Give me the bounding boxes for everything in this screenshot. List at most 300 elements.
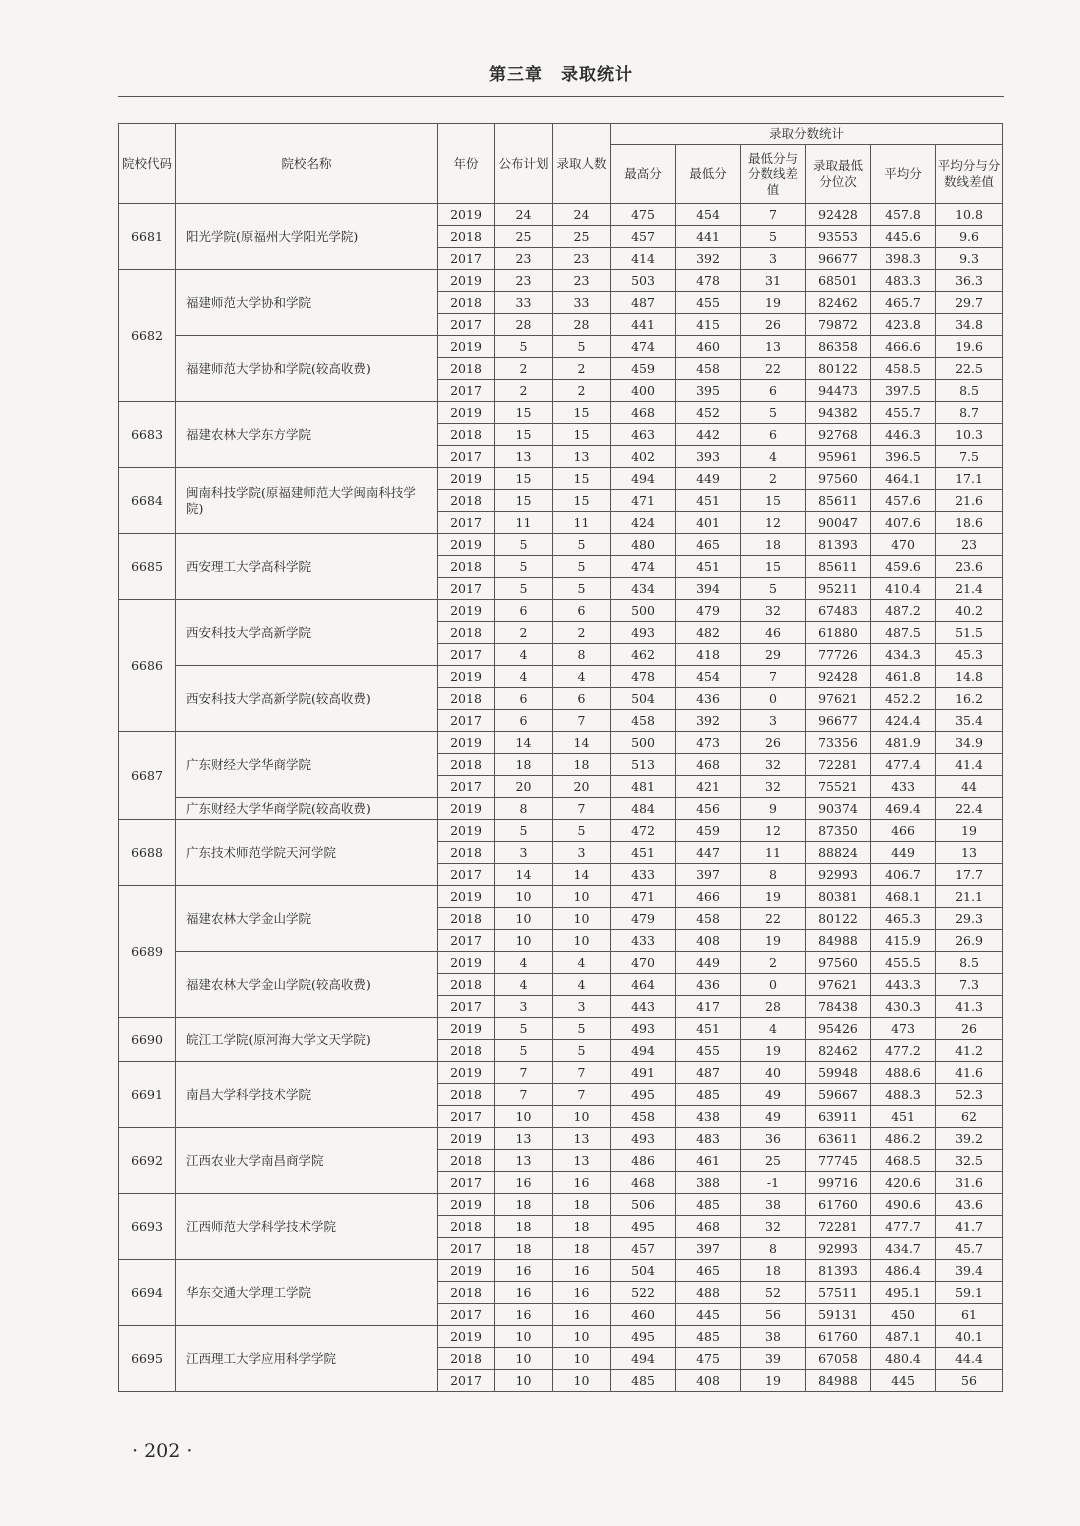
min-diff-cell: 19 bbox=[741, 1370, 806, 1392]
min-diff-cell: 11 bbox=[741, 842, 806, 864]
avg-score-cell: 433 bbox=[871, 776, 936, 798]
avg-diff-cell: 31.6 bbox=[936, 1172, 1003, 1194]
school-name: 广东技术师范学院天河学院 bbox=[176, 820, 438, 886]
avg-score-cell: 468.1 bbox=[871, 886, 936, 908]
avg-score-cell: 410.4 bbox=[871, 578, 936, 600]
avg-diff-cell: 56 bbox=[936, 1370, 1003, 1392]
plan-cell: 2 bbox=[495, 622, 553, 644]
table-row bbox=[119, 1062, 1003, 1084]
table-row bbox=[119, 468, 1003, 490]
school-name: 江西师范大学科学技术学院 bbox=[176, 1194, 438, 1260]
max-score-cell: 480 bbox=[611, 534, 676, 556]
avg-diff-cell: 36.3 bbox=[936, 270, 1003, 292]
min-score-cell: 466 bbox=[676, 886, 741, 908]
min-score-cell: 460 bbox=[676, 336, 741, 358]
school-name: 江西理工大学应用科学学院 bbox=[176, 1326, 438, 1392]
avg-diff-cell: 10.3 bbox=[936, 424, 1003, 446]
avg-diff-cell: 39.4 bbox=[936, 1260, 1003, 1282]
avg-score-cell: 452.2 bbox=[871, 688, 936, 710]
min-score-cell: 465 bbox=[676, 534, 741, 556]
year-cell: 2019 bbox=[438, 1128, 495, 1150]
max-score-cell: 474 bbox=[611, 556, 676, 578]
admitted-cell: 10 bbox=[553, 1326, 611, 1348]
avg-score-cell: 398.3 bbox=[871, 248, 936, 270]
plan-cell: 18 bbox=[495, 754, 553, 776]
plan-cell: 5 bbox=[495, 820, 553, 842]
year-cell: 2019 bbox=[438, 1018, 495, 1040]
year-cell: 2017 bbox=[438, 996, 495, 1018]
plan-cell: 7 bbox=[495, 1084, 553, 1106]
year-cell: 2018 bbox=[438, 688, 495, 710]
year-cell: 2018 bbox=[438, 490, 495, 512]
year-cell: 2017 bbox=[438, 1106, 495, 1128]
avg-score-cell: 466.6 bbox=[871, 336, 936, 358]
plan-cell: 10 bbox=[495, 1348, 553, 1370]
min-rank-cell: 85611 bbox=[806, 490, 871, 512]
admitted-cell: 4 bbox=[553, 666, 611, 688]
avg-score-cell: 424.4 bbox=[871, 710, 936, 732]
max-score-cell: 513 bbox=[611, 754, 676, 776]
admitted-cell: 10 bbox=[553, 1106, 611, 1128]
plan-cell: 14 bbox=[495, 732, 553, 754]
plan-cell: 10 bbox=[495, 1370, 553, 1392]
year-cell: 2017 bbox=[438, 1172, 495, 1194]
admitted-cell: 3 bbox=[553, 996, 611, 1018]
col-header-min: 最低分 bbox=[676, 145, 741, 204]
avg-score-cell: 466 bbox=[871, 820, 936, 842]
min-diff-cell: 18 bbox=[741, 1260, 806, 1282]
admitted-cell: 8 bbox=[553, 644, 611, 666]
min-diff-cell: 7 bbox=[741, 204, 806, 226]
plan-cell: 23 bbox=[495, 270, 553, 292]
admitted-cell: 20 bbox=[553, 776, 611, 798]
plan-cell: 28 bbox=[495, 314, 553, 336]
plan-cell: 4 bbox=[495, 644, 553, 666]
avg-diff-cell: 41.6 bbox=[936, 1062, 1003, 1084]
max-score-cell: 463 bbox=[611, 424, 676, 446]
min-score-cell: 408 bbox=[676, 930, 741, 952]
plan-cell: 16 bbox=[495, 1304, 553, 1326]
max-score-cell: 414 bbox=[611, 248, 676, 270]
min-score-cell: 395 bbox=[676, 380, 741, 402]
avg-diff-cell: 14.8 bbox=[936, 666, 1003, 688]
avg-diff-cell: 52.3 bbox=[936, 1084, 1003, 1106]
year-cell: 2017 bbox=[438, 776, 495, 798]
col-header-name: 院校名称 bbox=[176, 124, 438, 204]
admitted-cell: 7 bbox=[553, 710, 611, 732]
table-row bbox=[119, 1194, 1003, 1216]
plan-cell: 4 bbox=[495, 974, 553, 996]
min-rank-cell: 68501 bbox=[806, 270, 871, 292]
min-diff-cell: 8 bbox=[741, 1238, 806, 1260]
admitted-cell: 16 bbox=[553, 1260, 611, 1282]
school-code: 6685 bbox=[119, 534, 176, 600]
admitted-cell: 14 bbox=[553, 732, 611, 754]
plan-cell: 24 bbox=[495, 204, 553, 226]
avg-score-cell: 487.2 bbox=[871, 600, 936, 622]
min-rank-cell: 61880 bbox=[806, 622, 871, 644]
admitted-cell: 33 bbox=[553, 292, 611, 314]
min-score-cell: 468 bbox=[676, 1216, 741, 1238]
admitted-cell: 2 bbox=[553, 380, 611, 402]
min-score-cell: 392 bbox=[676, 248, 741, 270]
max-score-cell: 495 bbox=[611, 1216, 676, 1238]
min-rank-cell: 78438 bbox=[806, 996, 871, 1018]
max-score-cell: 451 bbox=[611, 842, 676, 864]
min-score-cell: 415 bbox=[676, 314, 741, 336]
min-rank-cell: 88824 bbox=[806, 842, 871, 864]
max-score-cell: 500 bbox=[611, 600, 676, 622]
year-cell: 2018 bbox=[438, 622, 495, 644]
year-cell: 2019 bbox=[438, 1062, 495, 1084]
year-cell: 2019 bbox=[438, 468, 495, 490]
max-score-cell: 474 bbox=[611, 336, 676, 358]
min-score-cell: 397 bbox=[676, 864, 741, 886]
min-rank-cell: 96677 bbox=[806, 248, 871, 270]
min-score-cell: 475 bbox=[676, 1348, 741, 1370]
avg-diff-cell: 7.5 bbox=[936, 446, 1003, 468]
year-cell: 2019 bbox=[438, 270, 495, 292]
table-row bbox=[119, 336, 1003, 358]
max-score-cell: 504 bbox=[611, 688, 676, 710]
avg-score-cell: 481.9 bbox=[871, 732, 936, 754]
table-row bbox=[119, 402, 1003, 424]
school-code: 6694 bbox=[119, 1260, 176, 1326]
table-row bbox=[119, 534, 1003, 556]
plan-cell: 15 bbox=[495, 490, 553, 512]
min-rank-cell: 59667 bbox=[806, 1084, 871, 1106]
year-cell: 2017 bbox=[438, 1370, 495, 1392]
min-diff-cell: 12 bbox=[741, 820, 806, 842]
max-score-cell: 433 bbox=[611, 864, 676, 886]
max-score-cell: 491 bbox=[611, 1062, 676, 1084]
avg-diff-cell: 26.9 bbox=[936, 930, 1003, 952]
min-score-cell: 436 bbox=[676, 688, 741, 710]
min-diff-cell: 19 bbox=[741, 292, 806, 314]
avg-diff-cell: 61 bbox=[936, 1304, 1003, 1326]
max-score-cell: 522 bbox=[611, 1282, 676, 1304]
min-diff-cell: 4 bbox=[741, 446, 806, 468]
year-cell: 2018 bbox=[438, 1084, 495, 1106]
avg-score-cell: 461.8 bbox=[871, 666, 936, 688]
plan-cell: 14 bbox=[495, 864, 553, 886]
min-diff-cell: 36 bbox=[741, 1128, 806, 1150]
plan-cell: 16 bbox=[495, 1282, 553, 1304]
admitted-cell: 16 bbox=[553, 1172, 611, 1194]
school-code: 6681 bbox=[119, 204, 176, 270]
school-code: 6695 bbox=[119, 1326, 176, 1392]
school-code: 6688 bbox=[119, 820, 176, 886]
plan-cell: 20 bbox=[495, 776, 553, 798]
plan-cell: 10 bbox=[495, 908, 553, 930]
max-score-cell: 468 bbox=[611, 1172, 676, 1194]
max-score-cell: 485 bbox=[611, 1370, 676, 1392]
min-rank-cell: 97560 bbox=[806, 952, 871, 974]
min-score-cell: 458 bbox=[676, 358, 741, 380]
max-score-cell: 434 bbox=[611, 578, 676, 600]
table-row bbox=[119, 820, 1003, 842]
avg-diff-cell: 34.8 bbox=[936, 314, 1003, 336]
plan-cell: 6 bbox=[495, 688, 553, 710]
min-diff-cell: 31 bbox=[741, 270, 806, 292]
admitted-cell: 10 bbox=[553, 1348, 611, 1370]
min-diff-cell: 15 bbox=[741, 490, 806, 512]
school-code: 6690 bbox=[119, 1018, 176, 1062]
avg-diff-cell: 40.1 bbox=[936, 1326, 1003, 1348]
max-score-cell: 471 bbox=[611, 886, 676, 908]
avg-diff-cell: 21.1 bbox=[936, 886, 1003, 908]
school-name: 福建农林大学东方学院 bbox=[176, 402, 438, 468]
min-score-cell: 449 bbox=[676, 468, 741, 490]
min-diff-cell: 32 bbox=[741, 600, 806, 622]
admitted-cell: 15 bbox=[553, 402, 611, 424]
avg-score-cell: 434.7 bbox=[871, 1238, 936, 1260]
avg-score-cell: 487.1 bbox=[871, 1326, 936, 1348]
min-rank-cell: 99716 bbox=[806, 1172, 871, 1194]
avg-diff-cell: 22.5 bbox=[936, 358, 1003, 380]
admitted-cell: 2 bbox=[553, 358, 611, 380]
min-diff-cell: 8 bbox=[741, 864, 806, 886]
min-score-cell: 455 bbox=[676, 1040, 741, 1062]
plan-cell: 5 bbox=[495, 534, 553, 556]
min-diff-cell: 25 bbox=[741, 1150, 806, 1172]
min-rank-cell: 97560 bbox=[806, 468, 871, 490]
avg-diff-cell: 29.3 bbox=[936, 908, 1003, 930]
admitted-cell: 5 bbox=[553, 556, 611, 578]
min-diff-cell: 38 bbox=[741, 1326, 806, 1348]
year-cell: 2019 bbox=[438, 1326, 495, 1348]
avg-score-cell: 459.6 bbox=[871, 556, 936, 578]
table-row bbox=[119, 732, 1003, 754]
min-diff-cell: 22 bbox=[741, 358, 806, 380]
avg-score-cell: 468.5 bbox=[871, 1150, 936, 1172]
min-score-cell: 455 bbox=[676, 292, 741, 314]
school-code: 6691 bbox=[119, 1062, 176, 1128]
max-score-cell: 400 bbox=[611, 380, 676, 402]
year-cell: 2018 bbox=[438, 1348, 495, 1370]
admitted-cell: 25 bbox=[553, 226, 611, 248]
school-code: 6686 bbox=[119, 600, 176, 732]
min-diff-cell: 32 bbox=[741, 754, 806, 776]
avg-diff-cell: 32.5 bbox=[936, 1150, 1003, 1172]
plan-cell: 4 bbox=[495, 666, 553, 688]
admitted-cell: 4 bbox=[553, 974, 611, 996]
min-rank-cell: 80122 bbox=[806, 908, 871, 930]
year-cell: 2018 bbox=[438, 842, 495, 864]
max-score-cell: 484 bbox=[611, 798, 676, 820]
min-rank-cell: 92768 bbox=[806, 424, 871, 446]
admitted-cell: 15 bbox=[553, 424, 611, 446]
admitted-cell: 23 bbox=[553, 248, 611, 270]
plan-cell: 15 bbox=[495, 424, 553, 446]
plan-cell: 5 bbox=[495, 1018, 553, 1040]
school-name: 西安科技大学高新学院(较高收费) bbox=[176, 666, 438, 732]
min-score-cell: 388 bbox=[676, 1172, 741, 1194]
min-rank-cell: 93553 bbox=[806, 226, 871, 248]
min-rank-cell: 92993 bbox=[806, 1238, 871, 1260]
min-rank-cell: 79872 bbox=[806, 314, 871, 336]
admitted-cell: 28 bbox=[553, 314, 611, 336]
table-row bbox=[119, 798, 1003, 820]
year-cell: 2019 bbox=[438, 336, 495, 358]
avg-diff-cell: 41.3 bbox=[936, 996, 1003, 1018]
max-score-cell: 500 bbox=[611, 732, 676, 754]
admitted-cell: 5 bbox=[553, 1040, 611, 1062]
plan-cell: 8 bbox=[495, 798, 553, 820]
col-header-min-diff: 最低分与分数线差值 bbox=[741, 145, 806, 204]
year-cell: 2018 bbox=[438, 754, 495, 776]
admitted-cell: 5 bbox=[553, 534, 611, 556]
year-cell: 2018 bbox=[438, 226, 495, 248]
avg-diff-cell: 51.5 bbox=[936, 622, 1003, 644]
admitted-cell: 5 bbox=[553, 820, 611, 842]
plan-cell: 10 bbox=[495, 886, 553, 908]
admitted-cell: 4 bbox=[553, 952, 611, 974]
min-diff-cell: 32 bbox=[741, 776, 806, 798]
year-cell: 2019 bbox=[438, 732, 495, 754]
table-row bbox=[119, 600, 1003, 622]
min-rank-cell: 80122 bbox=[806, 358, 871, 380]
school-code: 6684 bbox=[119, 468, 176, 534]
plan-cell: 16 bbox=[495, 1260, 553, 1282]
min-score-cell: 454 bbox=[676, 666, 741, 688]
min-rank-cell: 84988 bbox=[806, 930, 871, 952]
min-diff-cell: 56 bbox=[741, 1304, 806, 1326]
plan-cell: 16 bbox=[495, 1172, 553, 1194]
admitted-cell: 23 bbox=[553, 270, 611, 292]
max-score-cell: 468 bbox=[611, 402, 676, 424]
year-cell: 2018 bbox=[438, 358, 495, 380]
plan-cell: 18 bbox=[495, 1216, 553, 1238]
min-score-cell: 394 bbox=[676, 578, 741, 600]
col-header-code: 院校代码 bbox=[119, 124, 176, 204]
min-rank-cell: 95426 bbox=[806, 1018, 871, 1040]
plan-cell: 11 bbox=[495, 512, 553, 534]
max-score-cell: 458 bbox=[611, 1106, 676, 1128]
admission-stats-table bbox=[118, 123, 1003, 1392]
avg-score-cell: 445 bbox=[871, 1370, 936, 1392]
admitted-cell: 3 bbox=[553, 842, 611, 864]
plan-cell: 13 bbox=[495, 1128, 553, 1150]
admitted-cell: 11 bbox=[553, 512, 611, 534]
avg-diff-cell: 19 bbox=[936, 820, 1003, 842]
max-score-cell: 486 bbox=[611, 1150, 676, 1172]
max-score-cell: 493 bbox=[611, 1128, 676, 1150]
admitted-cell: 10 bbox=[553, 908, 611, 930]
min-diff-cell: 13 bbox=[741, 336, 806, 358]
avg-score-cell: 488.3 bbox=[871, 1084, 936, 1106]
min-rank-cell: 95961 bbox=[806, 446, 871, 468]
school-name: 江西农业大学南昌商学院 bbox=[176, 1128, 438, 1194]
table-row bbox=[119, 666, 1003, 688]
plan-cell: 3 bbox=[495, 996, 553, 1018]
admitted-cell: 15 bbox=[553, 490, 611, 512]
max-score-cell: 494 bbox=[611, 468, 676, 490]
max-score-cell: 458 bbox=[611, 710, 676, 732]
min-score-cell: 461 bbox=[676, 1150, 741, 1172]
col-header-year: 年份 bbox=[438, 124, 495, 204]
school-code: 6683 bbox=[119, 402, 176, 468]
avg-diff-cell: 44 bbox=[936, 776, 1003, 798]
min-rank-cell: 87350 bbox=[806, 820, 871, 842]
min-diff-cell: 49 bbox=[741, 1084, 806, 1106]
avg-score-cell: 430.3 bbox=[871, 996, 936, 1018]
year-cell: 2019 bbox=[438, 952, 495, 974]
min-score-cell: 447 bbox=[676, 842, 741, 864]
min-rank-cell: 85611 bbox=[806, 556, 871, 578]
year-cell: 2017 bbox=[438, 930, 495, 952]
header-rule bbox=[118, 96, 1004, 97]
school-code: 6682 bbox=[119, 270, 176, 402]
plan-cell: 13 bbox=[495, 446, 553, 468]
min-rank-cell: 92428 bbox=[806, 204, 871, 226]
min-rank-cell: 96677 bbox=[806, 710, 871, 732]
year-cell: 2019 bbox=[438, 1260, 495, 1282]
school-name: 福建师范大学协和学院(较高收费) bbox=[176, 336, 438, 402]
admitted-cell: 6 bbox=[553, 688, 611, 710]
avg-diff-cell: 41.7 bbox=[936, 1216, 1003, 1238]
avg-diff-cell: 7.3 bbox=[936, 974, 1003, 996]
col-header-avg: 平均分 bbox=[871, 145, 936, 204]
year-cell: 2017 bbox=[438, 710, 495, 732]
year-cell: 2017 bbox=[438, 578, 495, 600]
admitted-cell: 6 bbox=[553, 600, 611, 622]
table-row bbox=[119, 952, 1003, 974]
plan-cell: 15 bbox=[495, 402, 553, 424]
max-score-cell: 493 bbox=[611, 622, 676, 644]
max-score-cell: 433 bbox=[611, 930, 676, 952]
min-diff-cell: -1 bbox=[741, 1172, 806, 1194]
avg-score-cell: 477.7 bbox=[871, 1216, 936, 1238]
avg-score-cell: 420.6 bbox=[871, 1172, 936, 1194]
max-score-cell: 478 bbox=[611, 666, 676, 688]
min-diff-cell: 6 bbox=[741, 380, 806, 402]
avg-score-cell: 396.5 bbox=[871, 446, 936, 468]
avg-score-cell: 490.6 bbox=[871, 1194, 936, 1216]
min-rank-cell: 80381 bbox=[806, 886, 871, 908]
min-diff-cell: 19 bbox=[741, 1040, 806, 1062]
max-score-cell: 459 bbox=[611, 358, 676, 380]
max-score-cell: 494 bbox=[611, 1040, 676, 1062]
avg-score-cell: 450 bbox=[871, 1304, 936, 1326]
min-diff-cell: 9 bbox=[741, 798, 806, 820]
school-code: 6692 bbox=[119, 1128, 176, 1194]
avg-score-cell: 406.7 bbox=[871, 864, 936, 886]
admitted-cell: 5 bbox=[553, 1018, 611, 1040]
avg-score-cell: 477.2 bbox=[871, 1040, 936, 1062]
avg-diff-cell: 43.6 bbox=[936, 1194, 1003, 1216]
year-cell: 2018 bbox=[438, 1040, 495, 1062]
max-score-cell: 443 bbox=[611, 996, 676, 1018]
min-rank-cell: 81393 bbox=[806, 1260, 871, 1282]
plan-cell: 3 bbox=[495, 842, 553, 864]
min-score-cell: 445 bbox=[676, 1304, 741, 1326]
min-score-cell: 473 bbox=[676, 732, 741, 754]
year-cell: 2018 bbox=[438, 556, 495, 578]
school-name: 广东财经大学华商学院(较高收费) bbox=[176, 798, 438, 820]
plan-cell: 5 bbox=[495, 336, 553, 358]
min-diff-cell: 26 bbox=[741, 314, 806, 336]
plan-cell: 2 bbox=[495, 358, 553, 380]
min-diff-cell: 26 bbox=[741, 732, 806, 754]
school-name: 广东财经大学华商学院 bbox=[176, 732, 438, 798]
avg-diff-cell: 26 bbox=[936, 1018, 1003, 1040]
plan-cell: 25 bbox=[495, 226, 553, 248]
max-score-cell: 472 bbox=[611, 820, 676, 842]
max-score-cell: 462 bbox=[611, 644, 676, 666]
min-score-cell: 421 bbox=[676, 776, 741, 798]
min-rank-cell: 94473 bbox=[806, 380, 871, 402]
